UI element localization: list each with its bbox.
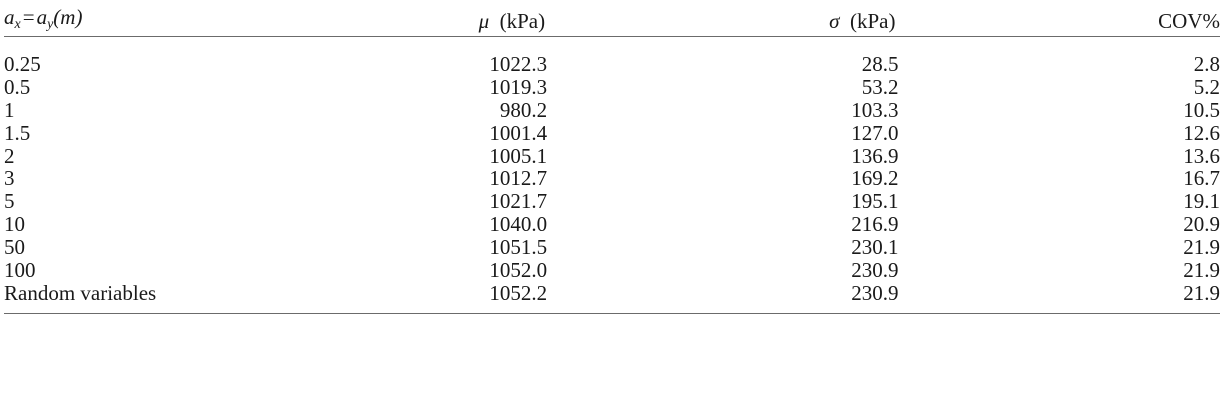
cell-correlation-length: 50 <box>4 235 25 260</box>
cell-mean: 1019.3 <box>489 74 548 99</box>
header-equals: = <box>22 5 35 29</box>
cell-correlation-length: 100 <box>4 257 36 282</box>
cell-mean: 980.2 <box>499 97 548 122</box>
header-sigma-symbol: σ <box>829 8 840 33</box>
cell-std-dev: 127.0 <box>851 120 899 145</box>
cell-mean: 1012.7 <box>489 166 548 191</box>
cell-correlation-length: Random variables <box>4 282 303 313</box>
cell-correlation-length: 3 <box>4 166 15 191</box>
results-table <box>4 6 1220 314</box>
table-body <box>4 53 1220 313</box>
cell-cov: 5.2 <box>1193 74 1220 99</box>
cell-mean: 1051.5 <box>489 235 548 260</box>
header-row <box>4 6 1220 37</box>
cell-std-dev: 230.9 <box>547 282 898 313</box>
cell-std-dev: 169.2 <box>851 166 899 191</box>
cell-cov: 13.6 <box>1183 143 1220 168</box>
header-sub-x: x <box>14 17 21 32</box>
table-row <box>4 53 1220 76</box>
cell-std-dev: 216.9 <box>851 212 899 237</box>
header-correlation-length <box>4 6 303 37</box>
cell-correlation-length: 2 <box>4 143 15 168</box>
cell-mean: 1021.7 <box>489 189 548 214</box>
table-row <box>4 76 1220 99</box>
cell-std-dev: 230.9 <box>851 257 899 282</box>
cell-cov: 10.5 <box>1183 97 1220 122</box>
cell-mean: 1022.3 <box>489 51 548 76</box>
cell-correlation-length: 10 <box>4 212 25 237</box>
header-var-a1: a <box>4 5 15 29</box>
cell-correlation-length: 0.25 <box>4 51 41 76</box>
table-row <box>4 236 1220 259</box>
header-std-dev <box>547 6 898 37</box>
cell-correlation-length: 1 <box>4 97 15 122</box>
header-cov: COV% <box>898 6 1220 37</box>
table-row <box>4 213 1220 236</box>
cell-std-dev: 195.1 <box>851 189 899 214</box>
table-row <box>4 122 1220 145</box>
cell-mean: 1001.4 <box>489 120 548 145</box>
cell-cov: 21.9 <box>1183 235 1220 260</box>
cell-correlation-length: 5 <box>4 189 15 214</box>
cell-cov: 2.8 <box>1193 51 1220 76</box>
header-sub-y: y <box>47 17 54 32</box>
cell-cov: 19.1 <box>1183 189 1220 214</box>
header-mu-unit: (kPa) <box>499 8 546 33</box>
cell-mean: 1005.1 <box>489 143 548 168</box>
cell-correlation-length: 0.5 <box>4 74 31 99</box>
cell-std-dev: 230.1 <box>851 235 899 260</box>
cell-cov: 20.9 <box>1183 212 1220 237</box>
header-sigma-unit: (kPa) <box>849 8 896 33</box>
header-var-a2: a <box>36 5 48 29</box>
table-row <box>4 190 1220 213</box>
header-spacer <box>4 37 1220 54</box>
table-row <box>4 259 1220 282</box>
header-unit-m: (m) <box>53 5 83 29</box>
cell-cov: 16.7 <box>1183 166 1220 191</box>
header-mean <box>303 6 547 37</box>
cell-cov: 21.9 <box>1183 257 1220 282</box>
cell-std-dev: 136.9 <box>851 143 899 168</box>
cell-cov: 12.6 <box>1183 120 1220 145</box>
table-row <box>4 282 1220 313</box>
cell-correlation-length: 1.5 <box>4 120 31 145</box>
header-mu-symbol: μ <box>478 8 490 33</box>
table-header <box>4 6 1220 53</box>
cell-std-dev: 28.5 <box>861 51 899 76</box>
table-row <box>4 167 1220 190</box>
cell-cov: 21.9 <box>898 282 1220 313</box>
table-row <box>4 145 1220 168</box>
cell-mean: 1052.0 <box>489 257 548 282</box>
cell-std-dev: 53.2 <box>861 74 899 99</box>
cell-std-dev: 103.3 <box>851 97 899 122</box>
table-row <box>4 99 1220 122</box>
cell-mean: 1052.2 <box>303 282 547 313</box>
cell-mean: 1040.0 <box>489 212 548 237</box>
